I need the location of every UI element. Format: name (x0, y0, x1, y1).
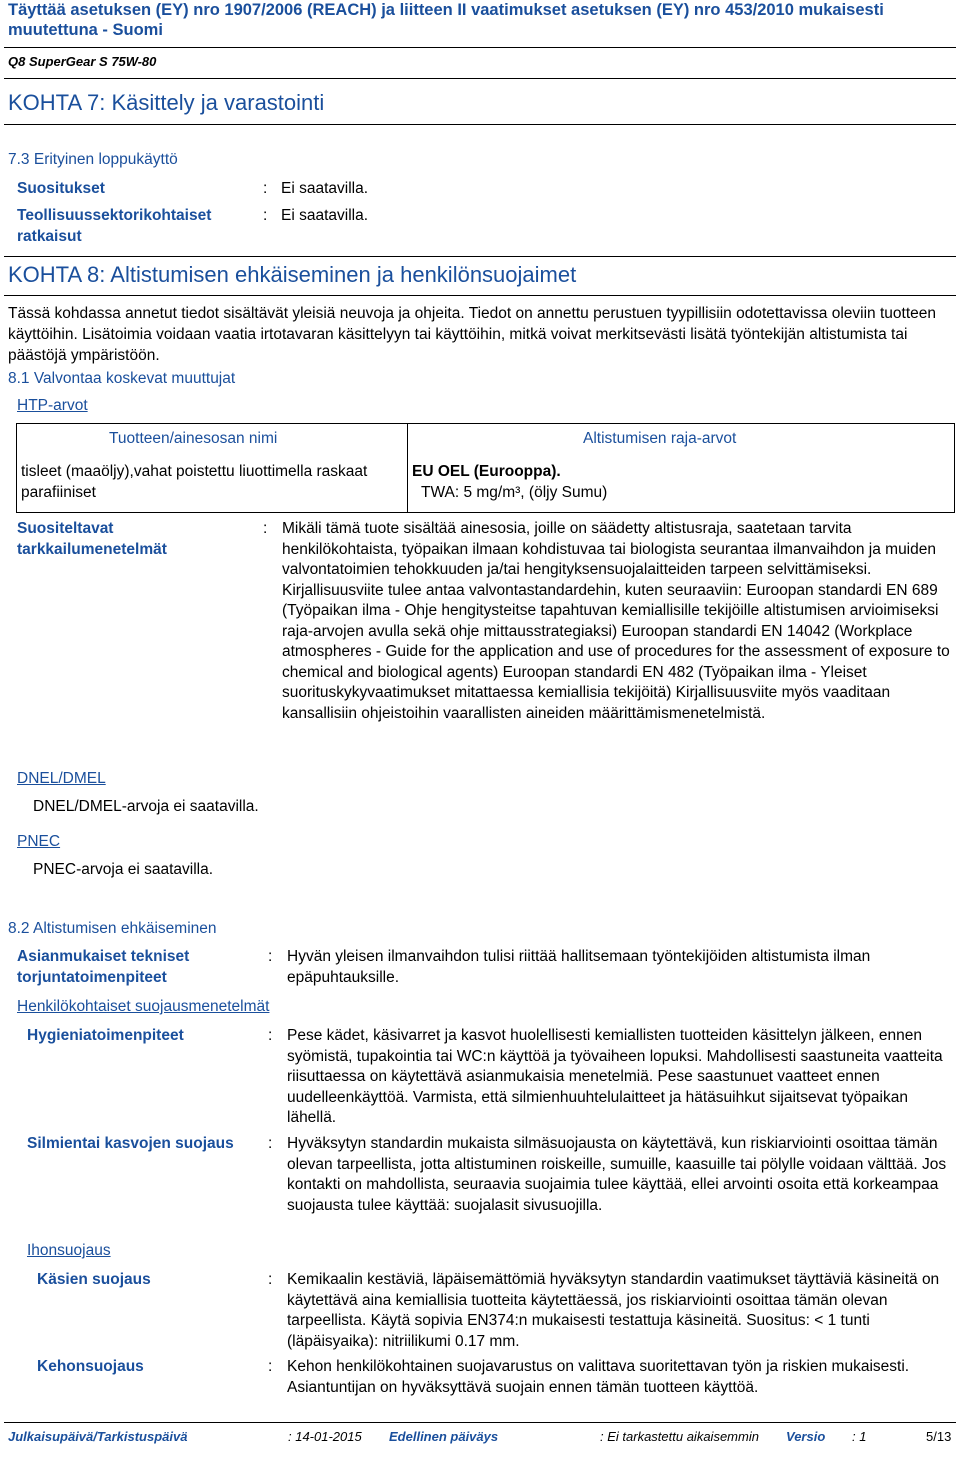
product-name: Q8 SuperGear S 75W-80 (8, 54, 157, 69)
divider (4, 256, 956, 257)
colon: : (268, 1271, 273, 1288)
section-7-heading: KOHTA 7: Käsittely ja varastointi (8, 90, 325, 115)
footer-version-value: : 1 (852, 1429, 867, 1444)
personal-protection-link[interactable]: Henkilökohtaiset suojausmenetelmät (17, 998, 270, 1015)
colon: : (268, 1027, 273, 1044)
hygiene-text: Pese kädet, käsivarret ja kasvot huolellisesti kemiallisten tuotteiden käsittelyn jälkeen, ennen syömistä, tupakointia tai WC:n käyttöä ja työvaiheen lopuksi. Mahdollisesti saastuneita vaatteita riisuttaessa on käytettävä asianmukaisia menetelmiä. Pese saastunuet vaatteet ennen uudelleenkäyttöä. Varmista, että silmienhuuhtelulaitteet ja hätäsuihkut sijaitsevat työpaikan lähellä. (287, 1027, 943, 1126)
divider (4, 1422, 956, 1423)
hygiene-label: Hygieniatoimenpiteet (27, 1027, 184, 1044)
eye-protection-text: Hyväksytyn standardin mukaista silmäsuojausta on käytettävä, kun riskiarviointi osoittaa tämän olevan tarpeellista, jotta altistuminen roiskeille, sumuille, kaasuille tai pölylle voidaan välttää. Jos kontakti on mahdollista, seuraavia suojaimia tulee käyttää, ellei arvointi osoita että korkeampaa suojausta tulee käyttää: suojalasit sivusuojilla. (287, 1135, 947, 1214)
htp-values-link[interactable]: HTP-arvot (17, 397, 88, 414)
document-header-title: Täyttää asetuksen (EY) nro 1907/2006 (REACH) ja liitteen II vaatimukset asetuksen (EY) nro 453/2010 mukaisesti muutettuna - Suomi (8, 1, 884, 39)
body-protection-label: Kehonsuojaus (37, 1358, 144, 1375)
table-divider (407, 424, 408, 512)
eye-protection-label: Silmientai kasvojen suojaus (27, 1135, 234, 1152)
monitoring-text: Mikäli tämä tuote sisältää ainesosia, joille on säädetty altistusraja, saatetaan tarvita henkilökohtaista, työpaikan ilmaan kohdistuvaa tai biologista seurantaa ilmanvaihdon ja muiden valvontatoimien tehokkuuden ja/tai hengityksensuojalaitteiden tarpeen selvittämiseksi. Kirjallisuusviite tulee antaa valvontastandardehin, kuten seuraaviin: Euroopan standardi EN 689 (Työpaikan ilma - Ohje hengitysteitse tapahtuvan kemiallisille tekijöille altistumisen arvioimiseksi raja-arvojen avulla sekä ohje mittausstrategiaksi) Euroopan standardi EN 14042 (Workplace atmospheres - Guide for the application and use of procedures for the assessment of exposure to chemical and biological agents) Euroopan standardi EN 482 (Työpaikan ilma - Yleiset suorituskykyvaatimukset mitattaessa kemiallisia tekijöitä) Kirjallisuusviite myös vaaditaan kansallisiin ohjeistoihin vaarallisten aineiden määrittämismenetelmistä. (282, 520, 950, 722)
skin-protection-link[interactable]: Ihonsuojaus (27, 1242, 111, 1259)
pnec-link[interactable]: PNEC (17, 833, 61, 850)
table-cell-limit-title: EU OEL (Eurooppa). (412, 463, 561, 480)
recommendations-label: Suositukset (17, 180, 105, 197)
table-cell-substance: tisleet (maaöljy),vahat poistettu liuottimella raskaat parafiiniset (21, 463, 368, 501)
divider (4, 47, 956, 48)
hand-protection-text: Kemikaalin kestäviä, läpäisemättömiä hyväksytyn standardin vaatimukset täyttäviä käsineitä on käytettävä aina kemiallisia tuotteita käytettäessä, jos riskiarviointi osoittaa tämän olevan tarpeellista. Käytä sopivia EN374:n mukaisesti testattuja käsineitä. Suositus: < 1 tunti (läpäisyaika): nitriilikumi 0.17 mm. (287, 1271, 940, 1350)
section-8-heading: KOHTA 8: Altistumisen ehkäiseminen ja henkilönsuojaimet (8, 262, 577, 287)
section-8-1-heading: 8.1 Valvontaa koskevat muuttujat (8, 370, 236, 387)
engineering-controls-text: Hyvän yleisen ilmanvaihdon tulisi riittää hallitsemaan työntekijöiden altistumista ilman epäpuhtauksille. (287, 948, 871, 986)
hand-protection-label: Käsien suojaus (37, 1271, 151, 1288)
table-header-limits: Altistumisen raja-arvot (583, 430, 737, 447)
engineering-controls-label: Asianmukaiset tekniset torjuntatoimenpiteet (17, 948, 190, 986)
footer-date-value: : 14-01-2015 (288, 1429, 362, 1444)
divider (4, 78, 956, 79)
divider (4, 295, 956, 296)
body-protection-text: Kehon henkilökohtainen suojavarustus on valittava suoritettavan työn ja riskien mukaisesti. Asiantuntijan on hyväksyttävä suojain ennen tämän tuotteen käyttöä. (287, 1358, 910, 1396)
dnel-dmel-link[interactable]: DNEL/DMEL (17, 770, 106, 787)
footer-page-number: 5/13 (926, 1429, 952, 1444)
colon: : (263, 180, 268, 197)
table-cell-limit-value: TWA: 5 mg/m³, (öljy Sumu) (421, 484, 608, 501)
section-7-3-heading: 7.3 Erityinen loppukäyttö (8, 151, 178, 168)
footer-prev-label: Edellinen päiväys (389, 1429, 499, 1444)
footer-version-label: Versio (786, 1429, 826, 1444)
exposure-limits-table (16, 423, 955, 513)
pnec-text: PNEC-arvoja ei saatavilla. (33, 861, 214, 878)
table-header-product: Tuotteen/ainesosan nimi (109, 430, 278, 447)
colon: : (263, 520, 268, 537)
footer-prev-value: : Ei tarkastettu aikaisemmin (600, 1429, 759, 1444)
industrial-solutions-label: Teollisuussektorikohtaiset ratkaisut (17, 207, 212, 245)
divider (4, 124, 956, 125)
colon: : (263, 207, 268, 224)
colon: : (268, 948, 273, 965)
section-8-intro: Tässä kohdassa annetut tiedot sisältävät yleisiä neuvoja ja ohjeita. Tiedot on annettu perustuen tyypillisiin odotettavissa oleviin tuotteen käyttöihin. Lisätoimia voidaan vaatia irtotavaran käsittelyyn tai käyttöihin, mitkä voivat merkitsevästi lisätä työntekijän altistumista tai päästöjä ympäristöön. (8, 305, 936, 364)
section-8-2-heading: 8.2 Altistumisen ehkäiseminen (8, 920, 217, 937)
industrial-solutions-value: Ei saatavilla. (281, 207, 369, 224)
colon: : (268, 1135, 273, 1152)
dnel-dmel-text: DNEL/DMEL-arvoja ei saatavilla. (33, 798, 259, 815)
monitoring-label: Suositeltavat tarkkailumenetelmät (17, 520, 167, 558)
colon: : (268, 1358, 273, 1375)
recommendations-value: Ei saatavilla. (281, 180, 369, 197)
footer-date-label: Julkaisupäivä/Tarkistuspäivä (8, 1429, 188, 1444)
